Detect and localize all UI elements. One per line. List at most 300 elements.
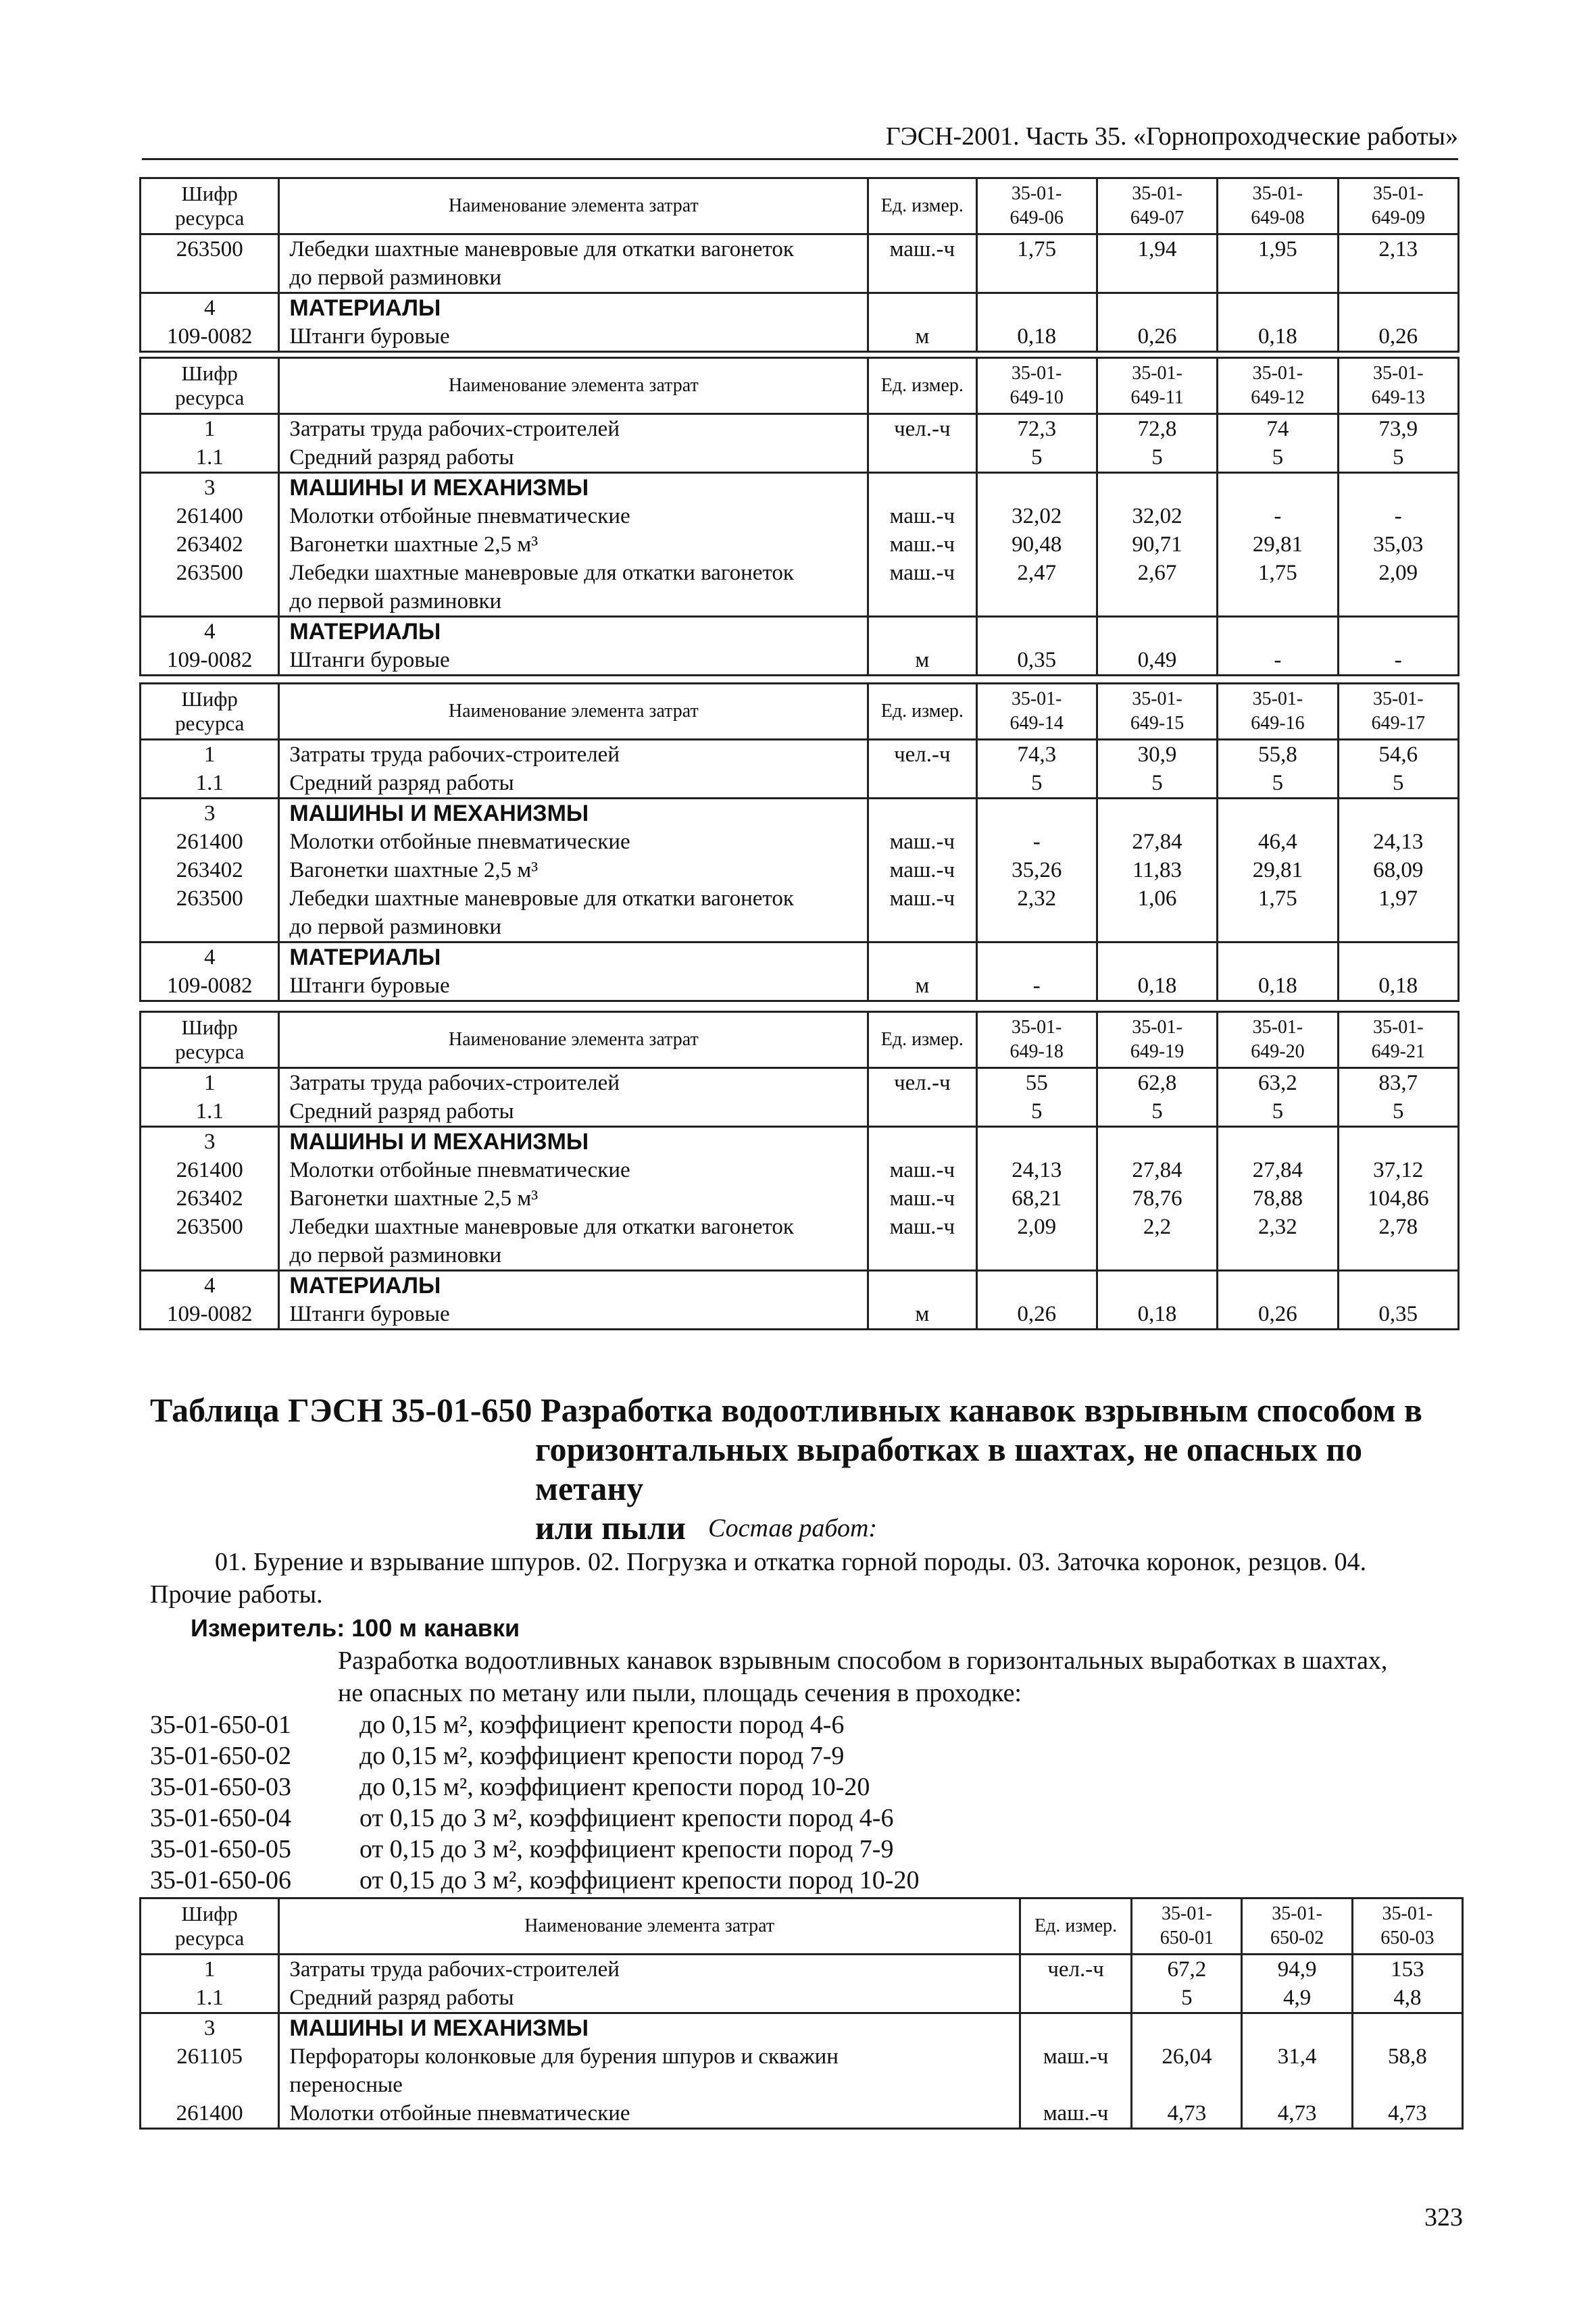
table-row: [141, 559, 1459, 587]
cell-value: 5: [976, 443, 1097, 473]
cell-value: 32,02: [976, 502, 1097, 530]
cell-value: [1352, 2071, 1462, 2099]
header-code-line2: ресурса: [175, 206, 245, 230]
works-text-line1: 01. Бурение и взрывание шпуров. 02. Погрузка и откатка горной породы. 03. Заточка коронок, резцов. 04.: [215, 1548, 1367, 1576]
cell-value: [976, 1127, 1097, 1157]
header-code-line1: Шифр: [181, 1015, 238, 1039]
table-row: [141, 884, 1459, 913]
cell-value: [976, 473, 1097, 503]
header-norm-code-line2: 649-19: [1130, 1041, 1184, 1062]
cell-cost-element: Вагонетки шахтные 2,5 м³: [279, 1184, 868, 1213]
cell-resource-code: 3: [141, 799, 279, 828]
cell-resource-code: [141, 913, 279, 942]
header-name: Наименование элемента затрат: [279, 178, 868, 234]
cell-value: [1218, 293, 1338, 323]
cell-cost-element: до первой разминовки: [279, 263, 868, 293]
cell-value: [1218, 1127, 1338, 1157]
page-number: 323: [1424, 2203, 1463, 2232]
table-row: [141, 414, 1459, 444]
table-header-row: [141, 684, 1459, 740]
cell-value: 24,13: [1338, 828, 1458, 856]
cell-value: 4,73: [1132, 2099, 1242, 2129]
cell-resource-code: 263500: [141, 559, 279, 587]
cell-unit: маш.-ч: [868, 559, 976, 587]
cell-resource-code: 4: [141, 942, 279, 972]
cell-unit: чел.-ч: [1020, 1955, 1131, 1984]
header-unit: Ед. измер.: [868, 684, 976, 740]
cell-resource-code: 1.1: [141, 769, 279, 799]
table-row: [141, 2071, 1463, 2099]
cell-value: 29,81: [1218, 856, 1338, 884]
cell-value: [1097, 942, 1217, 972]
table-row: [141, 913, 1459, 942]
cell-resource-code: 4: [141, 617, 279, 647]
cell-unit: [868, 587, 976, 617]
cell-value: 0,49: [1097, 646, 1217, 676]
cell-value: [1338, 942, 1458, 972]
cell-cost-element: Молотки отбойные пневматические: [279, 502, 868, 530]
header-norm-code-line2: 649-08: [1251, 207, 1305, 228]
table-row: [141, 587, 1459, 617]
resource-table-650-01-03: [139, 1897, 1464, 2130]
cell-cost-element: Средний разряд работы: [279, 1984, 1020, 2013]
header-code-line2: ресурса: [175, 711, 245, 735]
cell-value: 2,47: [976, 559, 1097, 587]
cell-resource-code: 261400: [141, 502, 279, 530]
header-norm-code: [1097, 358, 1217, 414]
description-line1: Разработка водоотливных канавок взрывным способом в горизонтальных выработках в шахтах,: [338, 1646, 1388, 1675]
cell-value: 62,8: [1097, 1068, 1217, 1098]
header-norm-code-line2: 649-06: [1009, 207, 1064, 228]
cell-resource-code: [141, 263, 279, 293]
header-norm-code-line1: 35-01-: [1382, 1903, 1433, 1924]
header-norm-code-line1: 35-01-: [1252, 183, 1303, 204]
cell-value: 1,95: [1218, 234, 1338, 264]
section-row: [141, 1127, 1459, 1157]
cell-value: 24,13: [976, 1156, 1097, 1184]
header-code: [141, 1012, 279, 1068]
cell-unit: м: [868, 1300, 976, 1330]
cell-cost-element: Штанги буровые: [279, 646, 868, 676]
table-row: [141, 502, 1459, 530]
header-norm-code: [1338, 358, 1458, 414]
header-norm-code-line2: 649-11: [1130, 387, 1184, 408]
cell-value: 5: [1097, 443, 1217, 473]
cell-value: [1132, 2013, 1242, 2043]
cell-resource-code: 1: [141, 740, 279, 770]
cell-value: [1218, 1241, 1338, 1271]
cell-cost-element: МАШИНЫ И МЕХАНИЗМЫ: [279, 2013, 1020, 2043]
cell-unit: [868, 799, 976, 828]
cell-unit: чел.-ч: [868, 414, 976, 444]
cell-unit: маш.-ч: [868, 884, 976, 913]
table-row: [141, 740, 1459, 770]
cell-value: 4,73: [1242, 2099, 1352, 2129]
cell-value: -: [1218, 646, 1338, 676]
running-title: ГЭСН-2001. Часть 35. «Горнопроходческие работы»: [885, 122, 1458, 151]
table-header-row: [141, 1898, 1463, 1955]
cell-value: 2,13: [1338, 234, 1458, 264]
variant-code: 35-01-650-03: [150, 1773, 291, 1801]
cell-unit: маш.-ч: [868, 234, 976, 264]
table-row: [141, 856, 1459, 884]
cell-value: [976, 293, 1097, 323]
cell-value: [1097, 913, 1217, 942]
cell-value: 27,84: [1218, 1156, 1338, 1184]
cell-value: 90,71: [1097, 530, 1217, 559]
cell-value: [1097, 1271, 1217, 1301]
cell-value: [1218, 617, 1338, 647]
header-norm-code-line2: 649-13: [1371, 387, 1425, 408]
cell-value: [976, 263, 1097, 293]
cell-cost-element: Лебедки шахтные маневровые для откатки вагонеток: [279, 1213, 868, 1241]
header-norm-code-line2: 650-01: [1159, 1928, 1214, 1948]
section-title-line2: горизонтальных выработках в шахтах, не опасных по метану: [535, 1430, 1363, 1507]
section-row: [141, 2013, 1463, 2043]
cell-cost-element: Штанги буровые: [279, 1300, 868, 1330]
resource-table-649-06-09: [139, 177, 1460, 353]
cell-value: [976, 799, 1097, 828]
header-name: Наименование элемента затрат: [279, 1012, 868, 1068]
header-code-line1: Шифр: [181, 361, 238, 385]
header-code-line2: ресурса: [175, 386, 245, 409]
cell-value: 0,18: [1218, 322, 1338, 352]
cell-value: [976, 617, 1097, 647]
cell-value: 58,8: [1352, 2042, 1462, 2071]
cell-resource-code: 263500: [141, 884, 279, 913]
header-norm-code-line1: 35-01-: [1011, 1017, 1062, 1038]
section-row: [141, 473, 1459, 503]
cell-unit: [868, 1097, 976, 1127]
cell-value: 2,78: [1338, 1213, 1458, 1241]
cell-value: 1,75: [976, 234, 1097, 264]
cell-value: -: [1218, 502, 1338, 530]
cell-cost-element: МАТЕРИАЛЫ: [279, 293, 868, 323]
cell-cost-element: Штанги буровые: [279, 972, 868, 1001]
header-name: Наименование элемента затрат: [279, 1898, 1020, 1955]
header-norm-code-line1: 35-01-: [1011, 183, 1062, 204]
variant-item: [150, 1803, 919, 1834]
cell-cost-element: Молотки отбойные пневматические: [279, 1156, 868, 1184]
cell-value: 5: [1132, 1984, 1242, 2013]
cell-value: [1218, 942, 1338, 972]
cell-unit: [1020, 2013, 1131, 2043]
cell-value: 5: [1218, 443, 1338, 473]
cell-unit: маш.-ч: [868, 1213, 976, 1241]
cell-value: [1338, 617, 1458, 647]
cell-cost-element: Вагонетки шахтные 2,5 м³: [279, 530, 868, 559]
variant-text: до 0,15 м², коэффициент крепости пород 10-20: [359, 1773, 870, 1801]
cell-cost-element: до первой разминовки: [279, 587, 868, 617]
cell-value: 0,18: [976, 322, 1097, 352]
cell-value: 55: [976, 1068, 1097, 1098]
cell-unit: [868, 617, 976, 647]
header-norm-code: [1338, 684, 1458, 740]
header-norm-code: [1352, 1898, 1462, 1955]
table-row: [141, 2099, 1463, 2129]
header-norm-code: [1132, 1898, 1242, 1955]
header-norm-code-line2: 649-20: [1251, 1041, 1305, 1062]
table-row: [141, 1156, 1459, 1184]
cell-value: 2,32: [976, 884, 1097, 913]
table-row: [141, 443, 1459, 473]
cell-value: [1338, 799, 1458, 828]
cell-cost-element: Средний разряд работы: [279, 443, 868, 473]
cell-resource-code: 109-0082: [141, 972, 279, 1001]
cell-value: 2,09: [1338, 559, 1458, 587]
cell-value: 11,83: [1097, 856, 1217, 884]
cell-cost-element: Средний разряд работы: [279, 769, 868, 799]
table-row: [141, 234, 1459, 264]
header-unit: Ед. измер.: [868, 358, 976, 414]
cell-value: 0,18: [1218, 972, 1338, 1001]
variant-item: [150, 1771, 919, 1803]
header-code-line1: Шифр: [181, 182, 238, 205]
cell-resource-code: 263402: [141, 856, 279, 884]
header-norm-code-line2: 649-15: [1130, 713, 1184, 734]
header-norm-code-line2: 650-02: [1270, 1928, 1324, 1948]
header-norm-code-line2: 649-09: [1371, 207, 1425, 228]
header-norm-code: [1218, 684, 1338, 740]
cell-resource-code: 4: [141, 1271, 279, 1301]
cell-cost-element: Затраты труда рабочих-строителей: [279, 1955, 1020, 1984]
resource-table-649-18-21: [139, 1011, 1460, 1330]
cell-value: [1097, 1241, 1217, 1271]
header-code: [141, 178, 279, 234]
page-header: [142, 119, 1458, 160]
cell-value: 0,18: [1338, 972, 1458, 1001]
cell-unit: [868, 1241, 976, 1271]
variant-code: 35-01-650-06: [150, 1866, 291, 1894]
cell-unit: [868, 1127, 976, 1157]
works-text-line2: Прочие работы.: [150, 1580, 323, 1609]
cell-value: [976, 913, 1097, 942]
cell-resource-code: 263402: [141, 530, 279, 559]
cell-value: 0,26: [1097, 322, 1217, 352]
cell-value: 46,4: [1218, 828, 1338, 856]
header-norm-code: [1097, 1012, 1217, 1068]
cell-value: [1352, 2013, 1462, 2043]
header-code-line2: ресурса: [175, 1040, 245, 1063]
cell-value: 90,48: [976, 530, 1097, 559]
cell-cost-element: Средний разряд работы: [279, 1097, 868, 1127]
header-norm-code-line1: 35-01-: [1011, 363, 1062, 384]
header-norm-code-line2: 649-17: [1371, 713, 1425, 734]
cell-value: -: [976, 972, 1097, 1001]
cell-resource-code: 1: [141, 1955, 279, 1984]
cell-unit: [868, 1271, 976, 1301]
cell-value: 63,2: [1218, 1068, 1338, 1098]
cell-value: 1,97: [1338, 884, 1458, 913]
section-row: [141, 942, 1459, 972]
cell-value: -: [976, 828, 1097, 856]
cell-value: [1218, 913, 1338, 942]
cell-value: [976, 587, 1097, 617]
table-row: [141, 1097, 1459, 1127]
table-header-row: [141, 358, 1459, 414]
cell-value: 2,09: [976, 1213, 1097, 1241]
cell-resource-code: 3: [141, 473, 279, 503]
table-row: [141, 769, 1459, 799]
cell-value: 4,73: [1352, 2099, 1462, 2129]
cell-value: [1218, 799, 1338, 828]
section-title-line3: или пыли: [535, 1509, 686, 1546]
cell-cost-element: МАШИНЫ И МЕХАНИЗМЫ: [279, 1127, 868, 1157]
cell-cost-element: Молотки отбойные пневматические: [279, 828, 868, 856]
table-row: [141, 646, 1459, 676]
cell-value: 83,7: [1338, 1068, 1458, 1098]
header-norm-code-line2: 649-10: [1009, 387, 1064, 408]
cell-value: 68,21: [976, 1184, 1097, 1213]
table-row: [141, 1300, 1459, 1330]
cell-unit: [868, 263, 976, 293]
cell-value: 0,26: [1218, 1300, 1338, 1330]
cell-unit: [868, 769, 976, 799]
cell-cost-element: МАШИНЫ И МЕХАНИЗМЫ: [279, 473, 868, 503]
cell-unit: маш.-ч: [868, 1156, 976, 1184]
header-norm-code-line1: 35-01-: [1162, 1903, 1212, 1924]
cell-value: 0,18: [1097, 1300, 1217, 1330]
cell-value: 35,26: [976, 856, 1097, 884]
table-row: [141, 530, 1459, 559]
cell-unit: маш.-ч: [868, 530, 976, 559]
cell-unit: [868, 913, 976, 942]
cell-resource-code: 109-0082: [141, 322, 279, 352]
cell-value: 5: [976, 1097, 1097, 1127]
cell-cost-element: Затраты труда рабочих-строителей: [279, 414, 868, 444]
header-norm-code-line1: 35-01-: [1372, 1017, 1424, 1038]
cell-value: 0,18: [1097, 972, 1217, 1001]
variant-item: [150, 1865, 919, 1896]
cell-value: [976, 1271, 1097, 1301]
cell-value: 2,67: [1097, 559, 1217, 587]
table-row: [141, 972, 1459, 1001]
cell-resource-code: 1.1: [141, 1984, 279, 2013]
cell-value: 27,84: [1097, 828, 1217, 856]
cell-unit: м: [868, 646, 976, 676]
cell-resource-code: 261400: [141, 828, 279, 856]
header-name: Наименование элемента затрат: [279, 684, 868, 740]
cell-cost-element: Штанги буровые: [279, 322, 868, 352]
cell-unit: м: [868, 972, 976, 1001]
cell-value: 29,81: [1218, 530, 1338, 559]
cell-unit: м: [868, 322, 976, 352]
cell-cost-element: МАТЕРИАЛЫ: [279, 1271, 868, 1301]
table-row: [141, 263, 1459, 293]
cell-value: 5: [1218, 1097, 1338, 1127]
header-name: Наименование элемента затрат: [279, 358, 868, 414]
cell-unit: [868, 942, 976, 972]
cell-resource-code: 263402: [141, 1184, 279, 1213]
cell-unit: [868, 473, 976, 503]
cell-value: 74,3: [976, 740, 1097, 770]
cell-value: 1,75: [1218, 884, 1338, 913]
cell-cost-element: Лебедки шахтные маневровые для откатки вагонеток: [279, 559, 868, 587]
cell-value: [1218, 473, 1338, 503]
cell-value: [1338, 1271, 1458, 1301]
cell-value: 104,86: [1338, 1184, 1458, 1213]
header-unit: Ед. измер.: [868, 178, 976, 234]
cell-resource-code: 261400: [141, 2099, 279, 2129]
header-norm-code-line1: 35-01-: [1252, 688, 1303, 709]
cell-resource-code: 263500: [141, 234, 279, 264]
cell-value: [1097, 473, 1217, 503]
cell-value: [1338, 587, 1458, 617]
cell-value: -: [1338, 502, 1458, 530]
cell-cost-element: Затраты труда рабочих-строителей: [279, 740, 868, 770]
cell-unit: [868, 443, 976, 473]
header-code-line2: ресурса: [175, 1926, 245, 1950]
cell-cost-element: переносные: [279, 2071, 1020, 2099]
cell-value: [1097, 799, 1217, 828]
header-norm-code: [1218, 1012, 1338, 1068]
cell-value: 72,8: [1097, 414, 1217, 444]
table-row: [141, 1068, 1459, 1098]
table-row: [141, 1984, 1463, 2013]
cell-unit: маш.-ч: [868, 856, 976, 884]
header-norm-code-line2: 649-12: [1251, 387, 1305, 408]
header-code: [141, 358, 279, 414]
header-norm-code-line2: 649-14: [1009, 713, 1064, 734]
header-norm-code-line2: 649-16: [1251, 713, 1305, 734]
cell-value: [1338, 1241, 1458, 1271]
cell-cost-element: Перфораторы колонковые для бурения шпуров и скважин: [279, 2042, 1020, 2071]
cell-value: 31,4: [1242, 2042, 1352, 2071]
header-norm-code: [976, 1012, 1097, 1068]
cell-cost-element: до первой разминовки: [279, 1241, 868, 1271]
header-norm-code-line1: 35-01-: [1272, 1903, 1322, 1924]
cell-value: [1242, 2071, 1352, 2099]
header-norm-code: [976, 684, 1097, 740]
header-norm-code-line1: 35-01-: [1372, 363, 1424, 384]
cell-value: 5: [1097, 769, 1217, 799]
table-header-row: [141, 1012, 1459, 1068]
cell-resource-code: 109-0082: [141, 1300, 279, 1330]
cell-value: 54,6: [1338, 740, 1458, 770]
cell-value: [1218, 263, 1338, 293]
variant-item: [150, 1834, 919, 1865]
table-row: [141, 322, 1459, 352]
cell-value: 5: [1338, 1097, 1458, 1127]
description-line2: не опасных по метану или пыли, площадь сечения в проходке:: [338, 1679, 1022, 1707]
cell-unit: маш.-ч: [868, 828, 976, 856]
cell-value: [1097, 617, 1217, 647]
header-norm-code: [1097, 684, 1217, 740]
cell-resource-code: 263500: [141, 1213, 279, 1241]
cell-unit: маш.-ч: [1020, 2099, 1131, 2129]
table-row: [141, 1955, 1463, 1984]
cell-value: -: [1338, 646, 1458, 676]
cell-value: 153: [1352, 1955, 1462, 1984]
cell-value: [976, 942, 1097, 972]
header-norm-code: [1242, 1898, 1352, 1955]
header-code: [141, 684, 279, 740]
table-row: [141, 1213, 1459, 1241]
resource-table-649-10-13: [139, 357, 1460, 676]
cell-cost-element: Лебедки шахтные маневровые для откатки вагонеток: [279, 234, 868, 264]
header-norm-code-line2: 649-07: [1130, 207, 1184, 228]
variant-code: 35-01-650-02: [150, 1742, 291, 1770]
cell-value: [1218, 587, 1338, 617]
cell-value: 37,12: [1338, 1156, 1458, 1184]
cell-value: 0,35: [1338, 1300, 1458, 1330]
cell-resource-code: [141, 2071, 279, 2099]
cell-resource-code: 261400: [141, 1156, 279, 1184]
header-norm-code: [1218, 178, 1338, 234]
header-norm-code-line1: 35-01-: [1372, 688, 1424, 709]
table-row: [141, 2042, 1463, 2071]
header-norm-code-line1: 35-01-: [1132, 363, 1182, 384]
